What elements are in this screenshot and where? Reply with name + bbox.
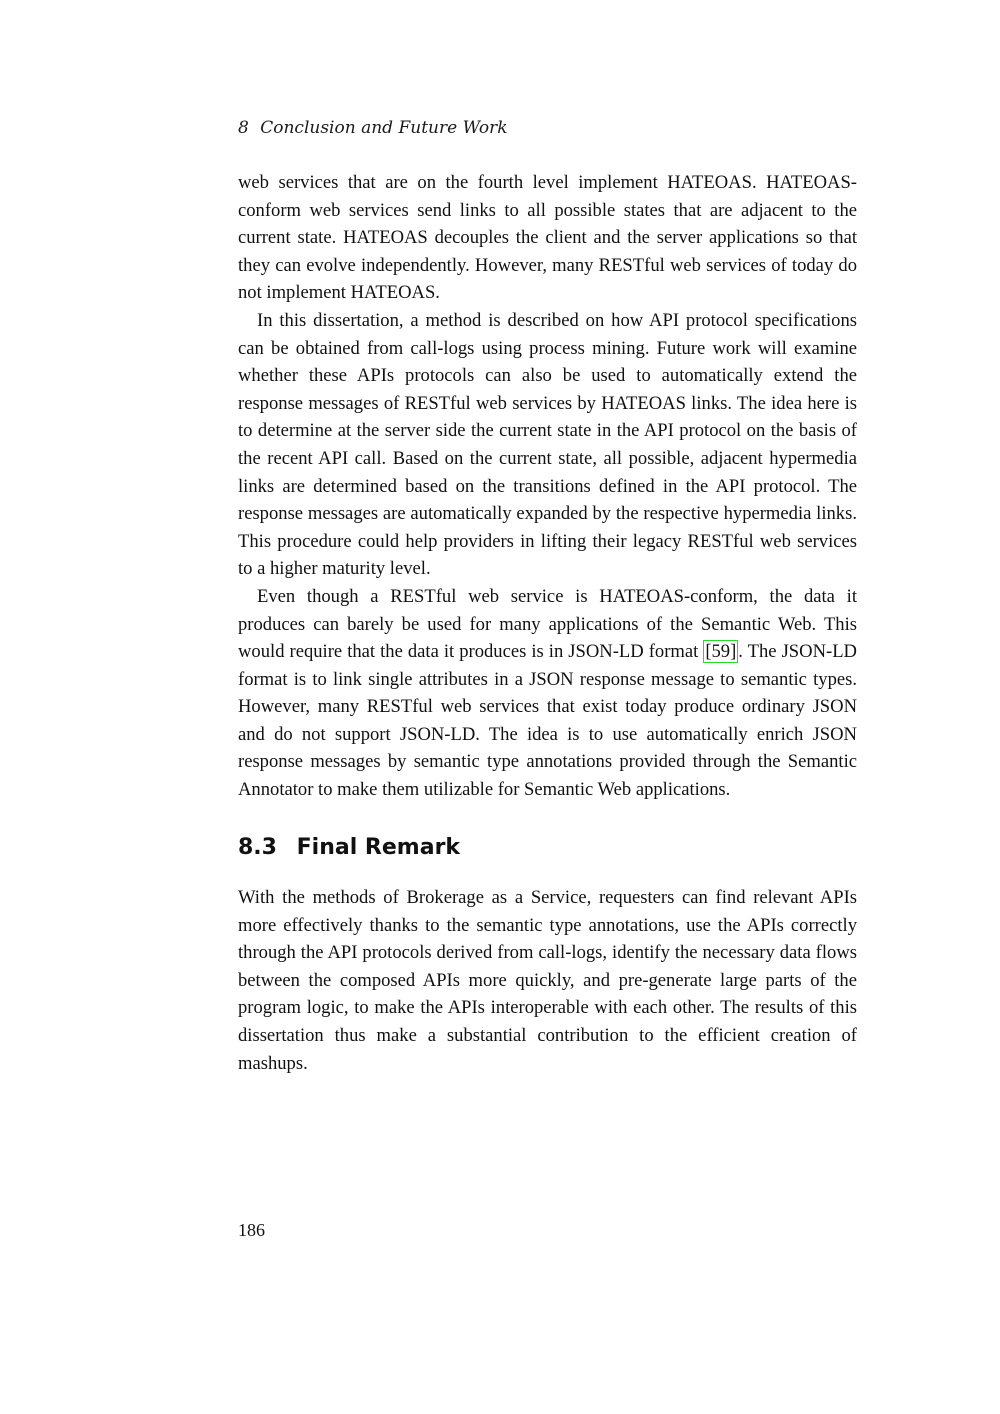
section-number: 8.3 xyxy=(238,835,277,860)
running-header xyxy=(238,118,508,138)
final-remark-block xyxy=(238,884,857,1077)
paragraph-json-ld-part2: . The JSON-LD format is to link single attributes in a JSON response message to semantic types. However, many RESTful web services that exist today produce ordinary JSON and do not support JSON-LD. The idea is to use automatically enrich JSON response messages by semantic type annotations provided through the Semantic Annotator to make them utilizable for Semantic Web applications. xyxy=(238,641,857,801)
citation-link[interactable]: [59] xyxy=(705,641,737,663)
paragraph-json-ld xyxy=(238,583,857,804)
section-heading xyxy=(238,835,460,860)
page-number: 186 xyxy=(238,1220,265,1240)
chapter-number: 8 xyxy=(238,118,249,138)
paragraph-continued: web services that are on the fourth level implement HATEOAS. HATEOAS-conform web services send links to all possible states that are adjacent to the current state. HATEOAS decouples the client and the server applications so that they can evolve independently. However, many RESTful web services of today do not implement HATEOAS. xyxy=(238,172,857,304)
paragraph-json-ld-part1: Even though a RESTful web service is HATEOAS-conform, the data it produces can barely be used for many applications of the Semantic Web. This would require that the data it produces is in JSON-LD format xyxy=(238,585,857,663)
chapter-title: Conclusion and Future Work xyxy=(260,118,508,138)
paragraph-final-remark: With the methods of Brokerage as a Service, requesters can find relevant APIs more effectively thanks to the semantic type annotations, use the APIs correctly through the API protocols derived from call-logs, identify the necessary data flows between the composed APIs more quickly, and pre-generate large parts of the program logic, to make the APIs interoperable with each other. The results of this dissertation thus make a substantial contribution to the efficient creation of mashups. xyxy=(238,887,857,1074)
body-text-block xyxy=(238,169,857,804)
section-title: Final Remark xyxy=(296,835,461,860)
paragraph-future-work: In this dissertation, a method is described on how API protocol specifications can be obtained from call-logs using process mining. Future work will examine whether these APIs protocols can also be used to automatically extend the response messages of RESTful web services by HATEOAS links. The idea here is to determine at the server side the current state in the API protocol on the basis of the recent API call. Based on the current state, all possible, adjacent hypermedia links are determined based on the transitions defined in the API protocol. The response messages are automatically expanded by the respective hypermedia links. This procedure could help providers in lifting their legacy RESTful web services to a higher maturity level. xyxy=(238,309,857,580)
